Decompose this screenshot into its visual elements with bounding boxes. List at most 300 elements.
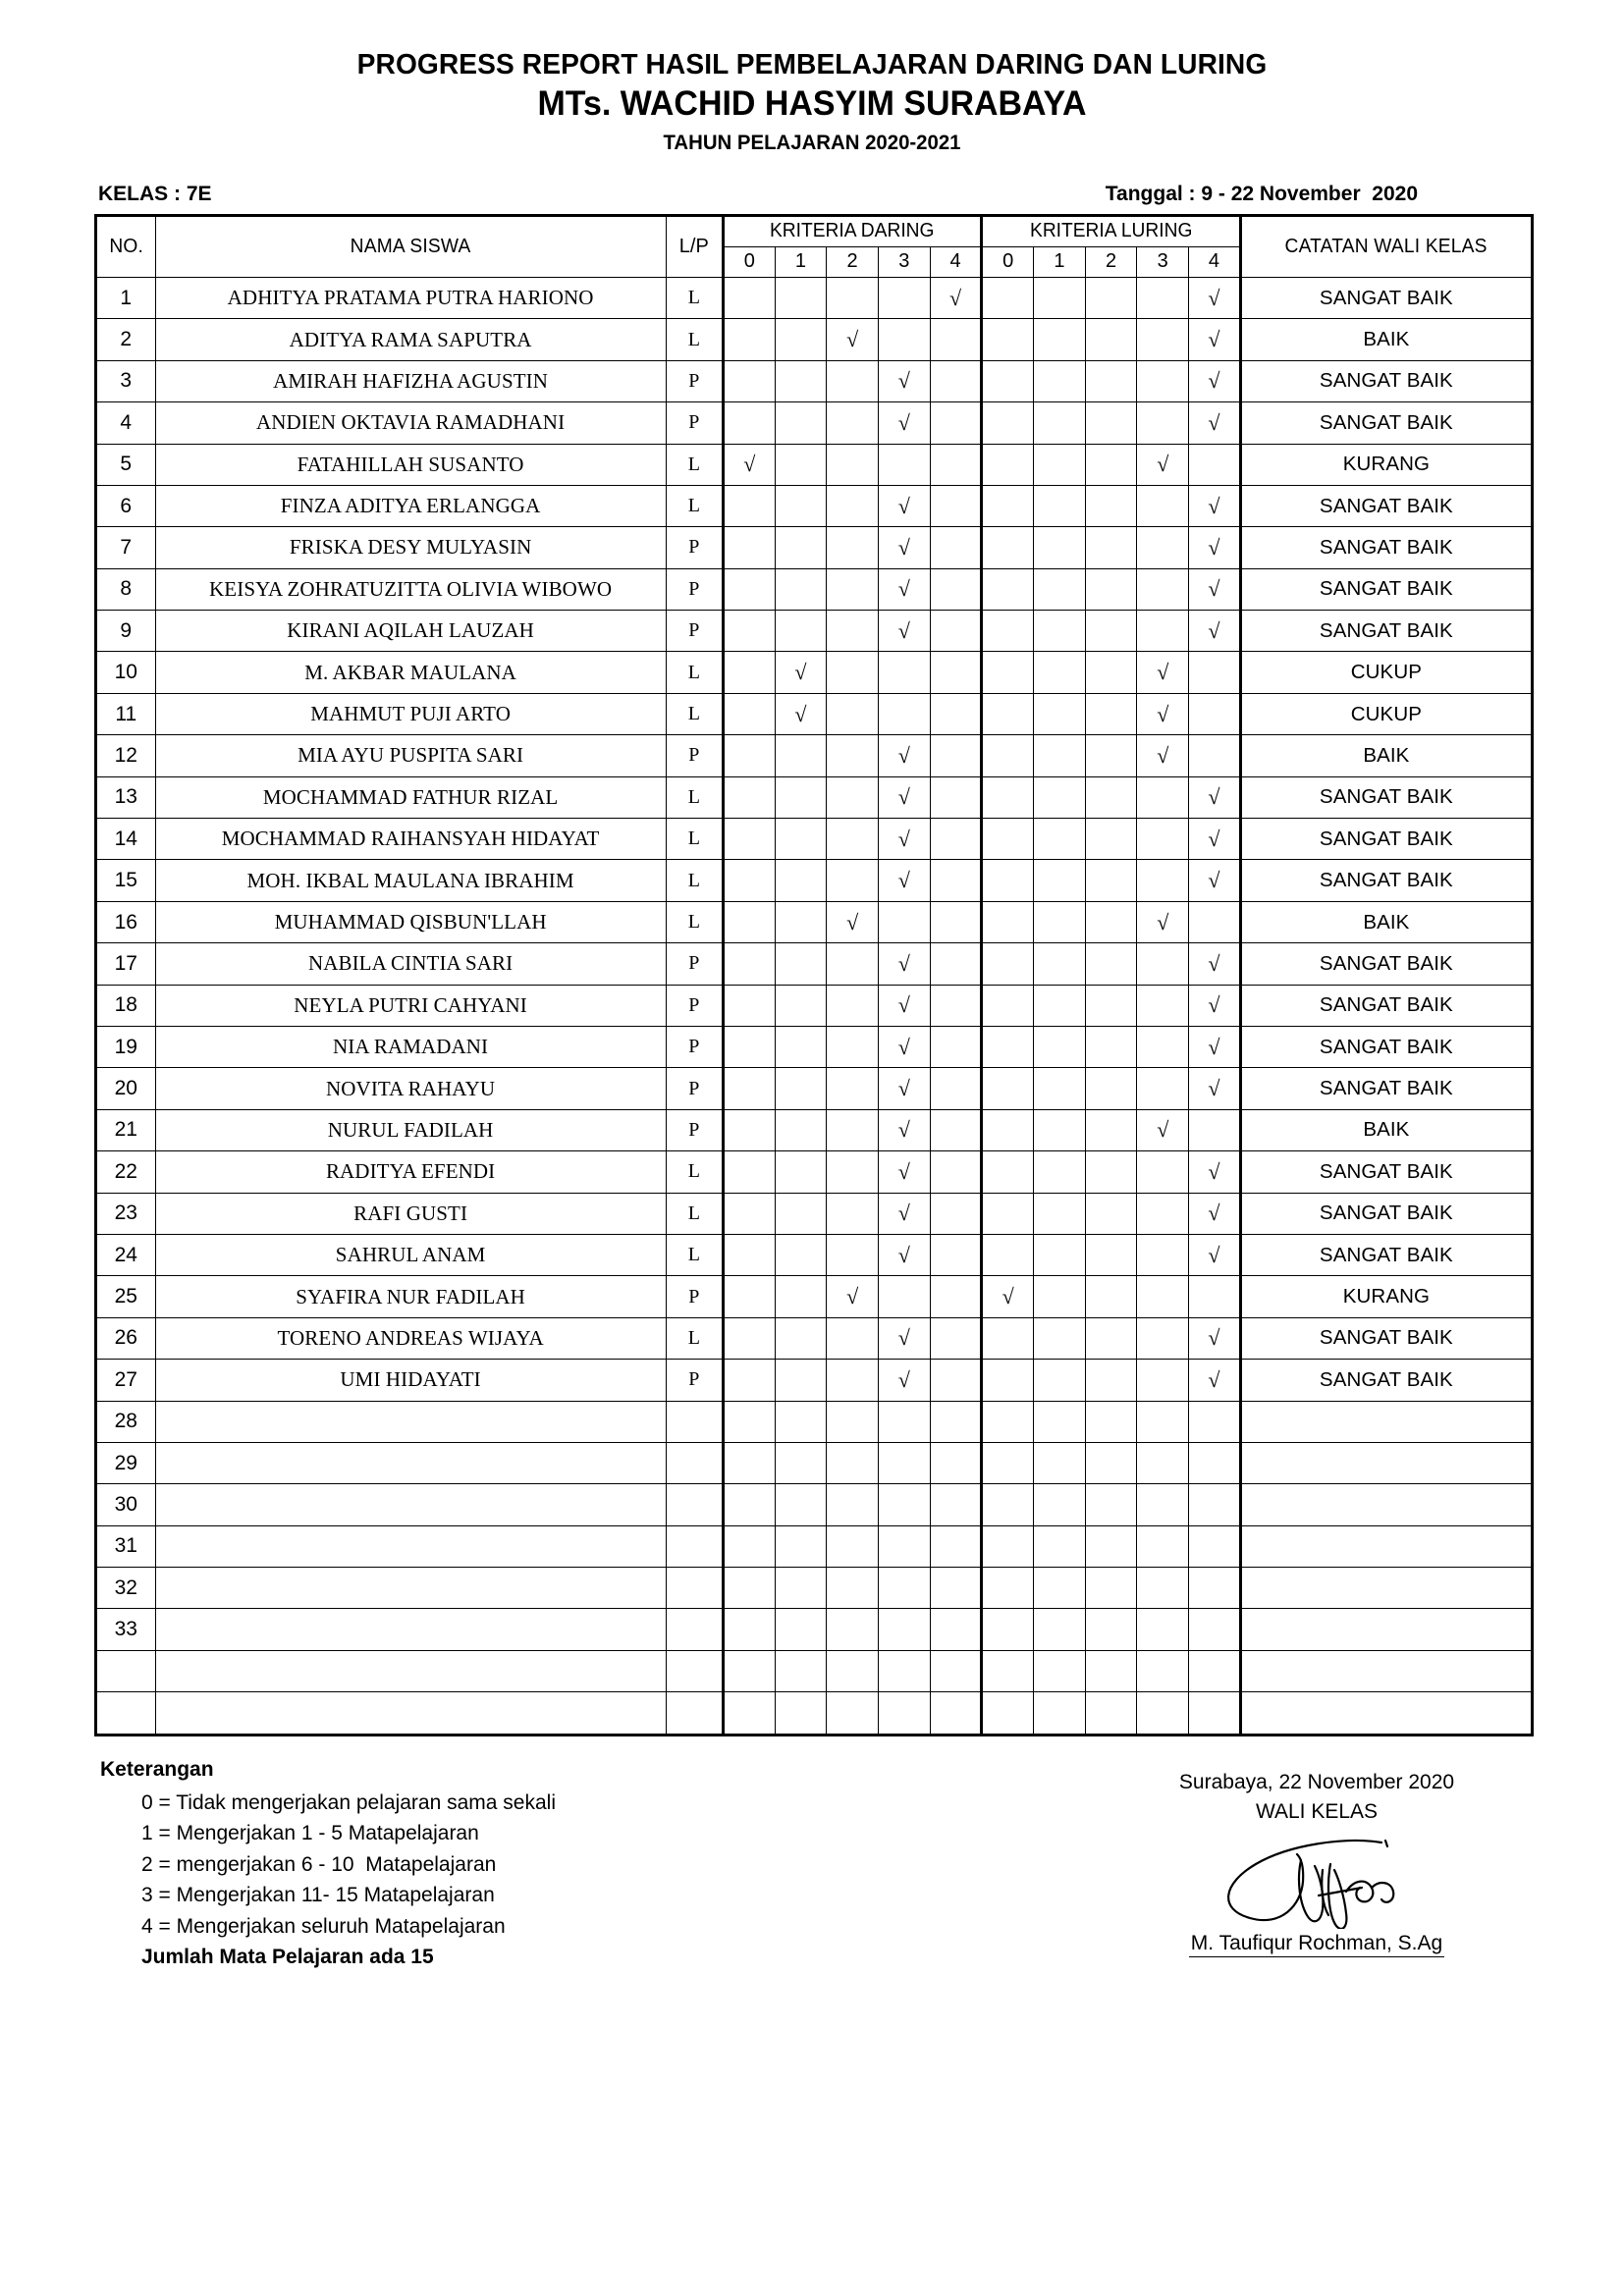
cell-lp: P [666, 1068, 723, 1109]
cell-luring-4 [1189, 1442, 1241, 1483]
cell-luring-2 [1085, 1568, 1137, 1609]
cell-luring-4 [1189, 901, 1241, 942]
table-row [96, 735, 1533, 776]
cell-luring-1 [1034, 1360, 1086, 1401]
cell-luring-1 [1034, 985, 1086, 1026]
cell-daring-1 [775, 1193, 827, 1234]
cell-daring-4 [930, 1525, 982, 1567]
cell-no: 12 [96, 735, 156, 776]
cell-nama [155, 1568, 666, 1609]
cell-luring-3 [1137, 402, 1189, 444]
table-row [96, 652, 1533, 693]
cell-daring-0 [723, 568, 775, 610]
cell-daring-4 [930, 901, 982, 942]
cell-catatan: SANGAT BAIK [1240, 1317, 1532, 1359]
cell-luring-4: √ [1189, 1317, 1241, 1359]
cell-daring-0 [723, 277, 775, 318]
cell-luring-2 [1085, 1484, 1137, 1525]
cell-daring-0 [723, 1026, 775, 1067]
cell-daring-3 [878, 444, 930, 485]
cell-catatan: SANGAT BAIK [1240, 527, 1532, 568]
cell-daring-4 [930, 860, 982, 901]
cell-nama: KEISYA ZOHRATUZITTA OLIVIA WIBOWO [155, 568, 666, 610]
cell-nama: UMI HIDAYATI [155, 1360, 666, 1401]
cell-daring-1 [775, 444, 827, 485]
cell-daring-3: √ [878, 611, 930, 652]
cell-daring-1 [775, 776, 827, 818]
cell-no: 29 [96, 1442, 156, 1483]
legend-block [94, 1758, 556, 1973]
col-header-luring-4: 4 [1189, 246, 1241, 277]
cell-luring-2 [1085, 652, 1137, 693]
legend-item-2: 2 = mengerjakan 6 - 10 Matapelajaran [141, 1852, 497, 1876]
cell-daring-4 [930, 693, 982, 734]
cell-daring-0 [723, 1525, 775, 1567]
cell-luring-3 [1137, 943, 1189, 985]
cell-daring-4 [930, 1276, 982, 1317]
table-row [96, 485, 1533, 526]
cell-luring-4 [1189, 1609, 1241, 1650]
cell-luring-3 [1137, 1026, 1189, 1067]
cell-daring-3: √ [878, 1151, 930, 1193]
cell-luring-4: √ [1189, 1068, 1241, 1109]
cell-luring-2 [1085, 1650, 1137, 1691]
cell-daring-1 [775, 1276, 827, 1317]
cell-daring-1 [775, 901, 827, 942]
cell-daring-3: √ [878, 568, 930, 610]
cell-luring-3: √ [1137, 444, 1189, 485]
cell-luring-0 [982, 1525, 1034, 1567]
cell-daring-4 [930, 1692, 982, 1735]
cell-daring-1 [775, 1026, 827, 1067]
cell-daring-2 [827, 1568, 879, 1609]
cell-luring-3 [1137, 1193, 1189, 1234]
cell-nama [155, 1442, 666, 1483]
table-row [96, 277, 1533, 318]
cell-nama: MOCHAMMAD RAIHANSYAH HIDAYAT [155, 819, 666, 860]
signature-image [1155, 1828, 1479, 1932]
table-row [96, 693, 1533, 734]
cell-luring-4 [1189, 444, 1241, 485]
cell-daring-1 [775, 568, 827, 610]
cell-luring-3 [1137, 611, 1189, 652]
cell-luring-2 [1085, 1109, 1137, 1150]
cell-luring-0 [982, 1692, 1034, 1735]
cell-daring-1 [775, 1650, 827, 1691]
legend-item-1: 1 = Mengerjakan 1 - 5 Matapelajaran [141, 1822, 479, 1845]
cell-luring-4: √ [1189, 277, 1241, 318]
cell-luring-3 [1137, 1360, 1189, 1401]
cell-luring-3 [1137, 1276, 1189, 1317]
cell-no: 17 [96, 943, 156, 985]
cell-no [96, 1650, 156, 1691]
cell-nama: AMIRAH HAFIZHA AGUSTIN [155, 360, 666, 401]
cell-daring-4 [930, 985, 982, 1026]
cell-luring-2 [1085, 1151, 1137, 1193]
cell-luring-2 [1085, 943, 1137, 985]
table-row [96, 1360, 1533, 1401]
cell-nama [155, 1525, 666, 1567]
cell-daring-2 [827, 1650, 879, 1691]
cell-lp [666, 1401, 723, 1442]
cell-daring-2 [827, 485, 879, 526]
cell-luring-2 [1085, 1276, 1137, 1317]
cell-luring-0 [982, 1401, 1034, 1442]
table-row [96, 1609, 1533, 1650]
cell-luring-1 [1034, 1650, 1086, 1691]
cell-daring-1 [775, 611, 827, 652]
cell-luring-2 [1085, 1317, 1137, 1359]
cell-daring-0 [723, 1568, 775, 1609]
cell-daring-2 [827, 1317, 879, 1359]
cell-no: 25 [96, 1276, 156, 1317]
cell-catatan: SANGAT BAIK [1240, 568, 1532, 610]
cell-daring-4 [930, 319, 982, 360]
cell-lp: L [666, 1234, 723, 1275]
cell-luring-4: √ [1189, 776, 1241, 818]
cell-luring-3 [1137, 1568, 1189, 1609]
cell-catatan: SANGAT BAIK [1240, 776, 1532, 818]
cell-catatan: SANGAT BAIK [1240, 277, 1532, 318]
cell-luring-0 [982, 1109, 1034, 1150]
cell-luring-0 [982, 693, 1034, 734]
cell-daring-4 [930, 444, 982, 485]
cell-luring-1 [1034, 277, 1086, 318]
cell-luring-1 [1034, 1109, 1086, 1150]
col-header-luring-0: 0 [982, 246, 1034, 277]
cell-luring-3 [1137, 485, 1189, 526]
cell-catatan: SANGAT BAIK [1240, 402, 1532, 444]
cell-lp: P [666, 360, 723, 401]
cell-nama: SYAFIRA NUR FADILAH [155, 1276, 666, 1317]
cell-daring-1 [775, 1360, 827, 1401]
cell-no: 14 [96, 819, 156, 860]
cell-luring-2 [1085, 860, 1137, 901]
header-row-top [96, 215, 1533, 246]
cell-catatan: BAIK [1240, 1109, 1532, 1150]
cell-nama [155, 1401, 666, 1442]
cell-luring-0 [982, 444, 1034, 485]
student-progress-table [94, 214, 1534, 1736]
cell-daring-2 [827, 1442, 879, 1483]
cell-no: 11 [96, 693, 156, 734]
cell-no: 23 [96, 1193, 156, 1234]
cell-luring-3 [1137, 527, 1189, 568]
cell-no: 20 [96, 1068, 156, 1109]
cell-daring-3 [878, 1484, 930, 1525]
cell-luring-2 [1085, 1193, 1137, 1234]
cell-luring-4: √ [1189, 527, 1241, 568]
cell-luring-3 [1137, 1484, 1189, 1525]
col-header-catatan: CATATAN WALI KELAS [1246, 215, 1526, 277]
cell-luring-1 [1034, 1151, 1086, 1193]
cell-luring-0 [982, 1234, 1034, 1275]
cell-daring-0 [723, 860, 775, 901]
table-row [96, 1276, 1533, 1317]
table-row [96, 1109, 1533, 1150]
cell-luring-3 [1137, 776, 1189, 818]
col-header-daring-2: 2 [827, 246, 879, 277]
table-row [96, 319, 1533, 360]
cell-daring-3 [878, 693, 930, 734]
cell-daring-3: √ [878, 943, 930, 985]
cell-luring-2 [1085, 485, 1137, 526]
cell-catatan: SANGAT BAIK [1240, 360, 1532, 401]
cell-daring-2 [827, 693, 879, 734]
cell-luring-1 [1034, 1525, 1086, 1567]
table-row [96, 776, 1533, 818]
cell-luring-1 [1034, 1609, 1086, 1650]
legend-total-subjects: Jumlah Mata Pelajaran ada 15 [141, 1946, 434, 1969]
cell-luring-1 [1034, 1692, 1086, 1735]
cell-luring-4 [1189, 1692, 1241, 1735]
cell-daring-1 [775, 943, 827, 985]
cell-lp: L [666, 860, 723, 901]
cell-daring-2 [827, 402, 879, 444]
cell-daring-3 [878, 277, 930, 318]
cell-catatan [1240, 1568, 1532, 1609]
cell-no: 9 [96, 611, 156, 652]
cell-luring-0 [982, 360, 1034, 401]
cell-daring-3 [878, 1650, 930, 1691]
cell-catatan: SANGAT BAIK [1240, 860, 1532, 901]
cell-daring-1 [775, 1525, 827, 1567]
cell-no: 26 [96, 1317, 156, 1359]
cell-daring-2 [827, 444, 879, 485]
cell-daring-1 [775, 360, 827, 401]
table-row [96, 1317, 1533, 1359]
cell-no: 32 [96, 1568, 156, 1609]
cell-daring-2 [827, 985, 879, 1026]
cell-lp: P [666, 611, 723, 652]
cell-daring-0 [723, 1109, 775, 1150]
cell-nama: NIA RAMADANI [155, 1026, 666, 1067]
cell-catatan [1240, 1484, 1532, 1525]
cell-luring-4 [1189, 1568, 1241, 1609]
cell-daring-1 [775, 985, 827, 1026]
cell-luring-1 [1034, 444, 1086, 485]
cell-luring-4 [1189, 735, 1241, 776]
cell-luring-1 [1034, 693, 1086, 734]
cell-nama [155, 1609, 666, 1650]
cell-no: 2 [96, 319, 156, 360]
cell-daring-2 [827, 860, 879, 901]
cell-nama: KIRANI AQILAH LAUZAH [155, 611, 666, 652]
cell-daring-4 [930, 943, 982, 985]
cell-daring-3 [878, 1442, 930, 1483]
cell-catatan: SANGAT BAIK [1240, 1193, 1532, 1234]
cell-daring-0 [723, 1360, 775, 1401]
cell-nama [155, 1692, 666, 1735]
cell-daring-2: √ [827, 1276, 879, 1317]
cell-luring-0: √ [982, 1276, 1034, 1317]
cell-luring-0 [982, 819, 1034, 860]
cell-daring-0 [723, 319, 775, 360]
cell-luring-3: √ [1137, 652, 1189, 693]
signature-place-date: Surabaya, 22 November 2020 [1178, 1770, 1455, 1793]
cell-daring-4 [930, 360, 982, 401]
table-row [96, 1568, 1533, 1609]
cell-daring-2 [827, 611, 879, 652]
cell-luring-2 [1085, 901, 1137, 942]
cell-luring-4 [1189, 652, 1241, 693]
cell-nama: TORENO ANDREAS WIJAYA [155, 1317, 666, 1359]
cell-luring-1 [1034, 819, 1086, 860]
cell-nama: RADITYA EFENDI [155, 1151, 666, 1193]
legend-item-4: 4 = Mengerjakan seluruh Matapelajaran [141, 1914, 506, 1938]
cell-luring-0 [982, 776, 1034, 818]
cell-luring-1 [1034, 1026, 1086, 1067]
cell-catatan: SANGAT BAIK [1240, 819, 1532, 860]
cell-nama: NURUL FADILAH [155, 1109, 666, 1150]
cell-daring-0 [723, 1692, 775, 1735]
cell-luring-4: √ [1189, 1193, 1241, 1234]
cell-daring-3 [878, 319, 930, 360]
cell-luring-0 [982, 1360, 1034, 1401]
cell-catatan: CUKUP [1240, 652, 1532, 693]
cell-luring-0 [982, 319, 1034, 360]
cell-luring-0 [982, 1317, 1034, 1359]
meta-row [98, 183, 1534, 206]
cell-luring-1 [1034, 402, 1086, 444]
cell-daring-2 [827, 1068, 879, 1109]
cell-luring-0 [982, 1609, 1034, 1650]
cell-lp: P [666, 568, 723, 610]
cell-daring-3: √ [878, 402, 930, 444]
cell-luring-1 [1034, 1234, 1086, 1275]
cell-luring-4: √ [1189, 985, 1241, 1026]
cell-luring-0 [982, 1442, 1034, 1483]
report-title: PROGRESS REPORT HASIL PEMBELAJARAN DARING DAN LURING [356, 49, 1268, 80]
cell-luring-3 [1137, 819, 1189, 860]
table-row [96, 1484, 1533, 1525]
cell-daring-3: √ [878, 860, 930, 901]
table-row [96, 360, 1533, 401]
cell-daring-1 [775, 1109, 827, 1150]
cell-luring-0 [982, 1068, 1034, 1109]
table-row [96, 819, 1533, 860]
cell-luring-1 [1034, 360, 1086, 401]
table-row [96, 1692, 1533, 1735]
cell-no: 28 [96, 1401, 156, 1442]
cell-daring-0 [723, 1650, 775, 1691]
cell-daring-2 [827, 1609, 879, 1650]
cell-catatan: KURANG [1240, 444, 1532, 485]
cell-luring-0 [982, 568, 1034, 610]
cell-daring-0 [723, 1276, 775, 1317]
cell-luring-1 [1034, 1068, 1086, 1109]
cell-luring-2 [1085, 277, 1137, 318]
cell-luring-4: √ [1189, 360, 1241, 401]
col-header-daring-0: 0 [723, 246, 775, 277]
cell-luring-4: √ [1189, 819, 1241, 860]
cell-daring-3: √ [878, 1234, 930, 1275]
cell-luring-4: √ [1189, 860, 1241, 901]
cell-daring-0 [723, 1068, 775, 1109]
cell-daring-4: √ [930, 277, 982, 318]
footer [94, 1758, 1534, 1973]
cell-luring-1 [1034, 1276, 1086, 1317]
cell-luring-2 [1085, 319, 1137, 360]
cell-luring-4 [1189, 1525, 1241, 1567]
cell-luring-1 [1034, 485, 1086, 526]
cell-no [96, 1692, 156, 1735]
col-header-kriteria-daring: KRITERIA DARING [729, 215, 977, 246]
cell-daring-4 [930, 485, 982, 526]
cell-daring-4 [930, 1568, 982, 1609]
cell-luring-3 [1137, 985, 1189, 1026]
cell-luring-2 [1085, 1442, 1137, 1483]
table-row [96, 1026, 1533, 1067]
cell-luring-4 [1189, 1109, 1241, 1150]
cell-no: 30 [96, 1484, 156, 1525]
table-row [96, 985, 1533, 1026]
cell-lp: L [666, 444, 723, 485]
cell-lp: P [666, 735, 723, 776]
table-row [96, 444, 1533, 485]
cell-luring-3 [1137, 1650, 1189, 1691]
cell-daring-1 [775, 1692, 827, 1735]
cell-daring-1 [775, 1234, 827, 1275]
cell-daring-3 [878, 1276, 930, 1317]
cell-luring-4: √ [1189, 611, 1241, 652]
cell-daring-4 [930, 1151, 982, 1193]
cell-lp: P [666, 527, 723, 568]
legend-title: Keterangan [100, 1757, 214, 1781]
cell-catatan: SANGAT BAIK [1240, 1360, 1532, 1401]
cell-no: 8 [96, 568, 156, 610]
cell-daring-4 [930, 611, 982, 652]
cell-luring-1 [1034, 943, 1086, 985]
table-row [96, 1234, 1533, 1275]
cell-daring-1 [775, 1442, 827, 1483]
cell-catatan: SANGAT BAIK [1240, 611, 1532, 652]
cell-daring-0 [723, 485, 775, 526]
cell-daring-2 [827, 1401, 879, 1442]
cell-catatan: SANGAT BAIK [1240, 1026, 1532, 1067]
cell-daring-2: √ [827, 319, 879, 360]
cell-luring-0 [982, 652, 1034, 693]
cell-daring-2 [827, 776, 879, 818]
cell-lp [666, 1484, 723, 1525]
school-name: MTs. WACHID HASYIM SURABAYA [537, 84, 1087, 124]
cell-luring-3 [1137, 568, 1189, 610]
cell-daring-4 [930, 568, 982, 610]
cell-daring-0 [723, 776, 775, 818]
cell-luring-2 [1085, 1692, 1137, 1735]
cell-daring-1 [775, 1068, 827, 1109]
cell-catatan: SANGAT BAIK [1240, 943, 1532, 985]
table-row [96, 943, 1533, 985]
cell-no: 33 [96, 1609, 156, 1650]
cell-daring-0 [723, 1442, 775, 1483]
cell-lp [666, 1692, 723, 1735]
cell-luring-0 [982, 901, 1034, 942]
col-header-no: NO. [97, 215, 154, 277]
cell-daring-4 [930, 1234, 982, 1275]
cell-daring-4 [930, 1484, 982, 1525]
cell-luring-3 [1137, 1442, 1189, 1483]
cell-no: 15 [96, 860, 156, 901]
cell-luring-2 [1085, 693, 1137, 734]
cell-nama: M. AKBAR MAULANA [155, 652, 666, 693]
cell-daring-0 [723, 652, 775, 693]
cell-daring-1 [775, 1317, 827, 1359]
cell-daring-3: √ [878, 1317, 930, 1359]
cell-daring-2 [827, 943, 879, 985]
cell-no: 4 [96, 402, 156, 444]
academic-year: TAHUN PELAJARAN 2020-2021 [663, 131, 961, 154]
